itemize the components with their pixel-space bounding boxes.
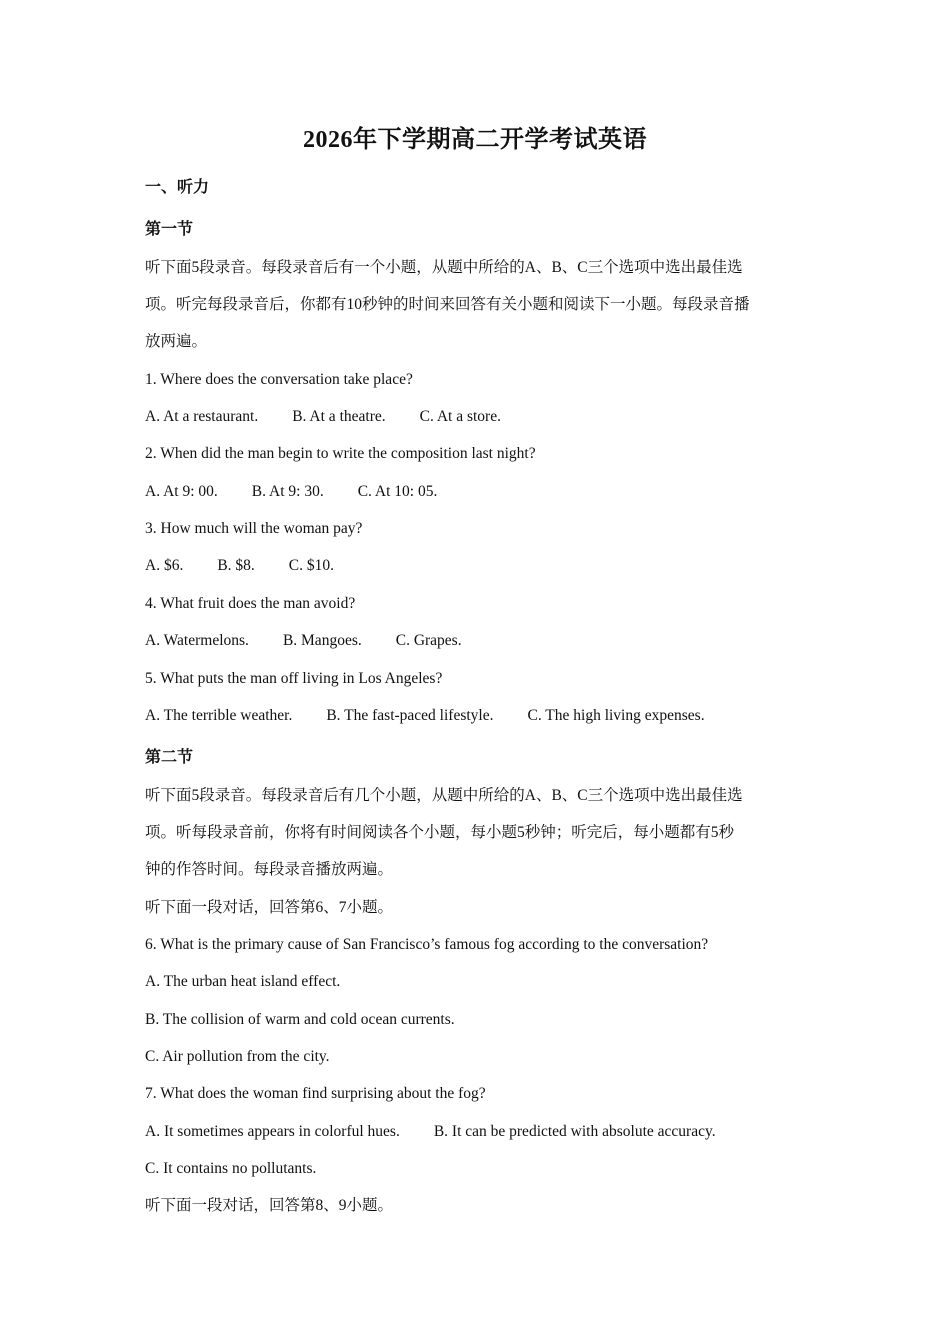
question-6-option-b: B. The collision of warm and cold ocean currents. [145, 1011, 455, 1028]
section2-heading: 第二节 [145, 749, 194, 766]
question-4-options [145, 630, 815, 652]
question-2-options [145, 481, 815, 503]
question-1-option-b: B. At a theatre. [292, 408, 386, 425]
question-3: 3. How much will the woman pay? [145, 520, 363, 537]
exam-title: 2026年下学期高二开学考试英语 [303, 127, 647, 153]
section2-instructions-line3: 钟的作答时间。每段录音播放两遍。 [145, 861, 394, 878]
question-7-options-ab [145, 1121, 815, 1143]
section1-instructions-line2: 项。听完每段录音后，你都有10秒钟的时间来回答有关小题和阅读下一小题。每段录音播 [145, 296, 750, 313]
question-3-option-a: A. $6. [145, 557, 184, 574]
question-7-option-c: C. It contains no pollutants. [145, 1160, 317, 1177]
question-5-option-b: B. The fast-paced lifestyle. [326, 707, 494, 724]
question-6-option-c: C. Air pollution from the city. [145, 1048, 330, 1065]
question-7: 7. What does the woman find surprising about the fog? [145, 1085, 486, 1102]
question-3-options [145, 555, 815, 577]
question-1-option-a: A. At a restaurant. [145, 408, 259, 425]
question-2-option-c: C. At 10: 05. [357, 483, 438, 500]
question-6: 6. What is the primary cause of San Francisco’s famous fog according to the conversation? [145, 936, 709, 953]
question-1: 1. Where does the conversation take place? [145, 371, 413, 388]
question-1-option-c: C. At a store. [419, 408, 501, 425]
question-3-option-b: B. $8. [217, 557, 255, 574]
section1-heading: 第一节 [145, 221, 194, 238]
question-5-option-c: C. The high living expenses. [527, 707, 705, 724]
section1-instructions-line3: 放两遍。 [145, 333, 208, 350]
question-4-option-a: A. Watermelons. [145, 632, 249, 649]
part-heading-listening: 一、听力 [145, 179, 210, 196]
question-2-option-b: B. At 9: 30. [251, 483, 324, 500]
question-7-option-a: A. It sometimes appears in colorful hues. [145, 1123, 400, 1140]
question-2-option-a: A. At 9: 00. [145, 483, 218, 500]
question-5: 5. What puts the man off living in Los Angeles? [145, 670, 443, 687]
dialog-intro-6-7: 听下面一段对话，回答第6、7小题。 [145, 899, 394, 916]
question-3-option-c: C. $10. [288, 557, 335, 574]
question-4-option-c: C. Grapes. [395, 632, 462, 649]
section1-instructions-line1: 听下面5段录音。每段录音后有一个小题，从题中所给的A、B、C三个选项中选出最佳选 [145, 259, 743, 276]
question-6-option-a: A. The urban heat island effect. [145, 973, 341, 990]
question-2: 2. When did the man begin to write the composition last night? [145, 445, 536, 462]
question-5-options [145, 705, 815, 727]
question-4-option-b: B. Mangoes. [282, 632, 362, 649]
question-4: 4. What fruit does the man avoid? [145, 595, 356, 612]
question-5-option-a: A. The terrible weather. [145, 707, 293, 724]
section2-instructions-line1: 听下面5段录音。每段录音后有几个小题，从题中所给的A、B、C三个选项中选出最佳选 [145, 787, 743, 804]
question-1-options [145, 406, 815, 428]
question-7-option-b: B. It can be predicted with absolute accuracy. [433, 1123, 716, 1140]
section2-instructions-line2: 项。听每段录音前，你将有时间阅读各个小题，每小题5秒钟；听完后，每小题都有5秒 [145, 824, 735, 841]
dialog-intro-8-9: 听下面一段对话，回答第8、9小题。 [145, 1197, 394, 1214]
